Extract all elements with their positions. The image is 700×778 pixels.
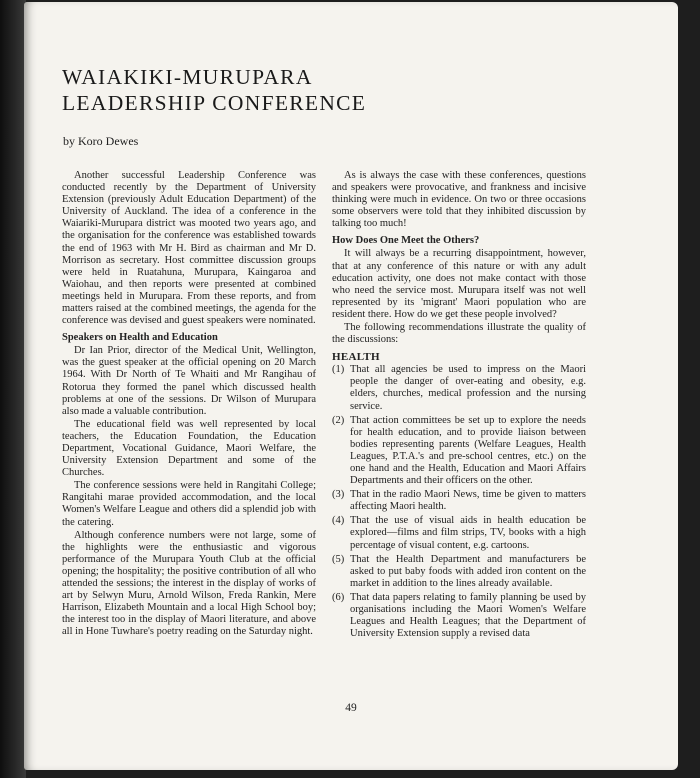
item-text: That the Health Department and manufacturers be asked to put baby foods with added iron content on the market in addition to the lines already available. (350, 553, 586, 589)
paragraph: It will always be a recurring disappointment, however, that at any conference of this nature or with any adult education activity, one does not make contact with those who need the service most. Murupara itself was not well represented by its 'migrant' Maori population who are resident there. How do we get these people involved? (332, 248, 586, 320)
paragraph: As is always the case with these conferences, questions and speakers were provocative, and frankness and incisive thinking were much in evidence. On two or three occasions some observers were told that they inhibited discussion by talking too much! (332, 170, 586, 230)
book-binding-shadow (0, 0, 26, 778)
recommendation-item (332, 415, 586, 488)
document-page (24, 2, 678, 770)
recommendation-item (332, 364, 586, 412)
article-title-line-2: LEADERSHIP CONFERENCE (62, 91, 367, 115)
item-number: (5) (332, 553, 345, 565)
item-number: (2) (332, 414, 345, 426)
article-title-line-1: WAIAKIKI-MURUPARA (62, 65, 313, 89)
page-number: 49 (345, 702, 357, 714)
item-number: (6) (332, 591, 345, 603)
item-number: (3) (332, 489, 345, 501)
paragraph: The following recommendations illustrate the quality of the discussions: (332, 322, 586, 346)
recommendation-item (332, 554, 586, 590)
item-number: (1) (332, 364, 345, 376)
section-heading-meet-others: How Does One Meet the Others? (332, 235, 480, 247)
recommendation-item (332, 592, 586, 640)
recommendation-item (332, 489, 586, 513)
item-text: That the use of visual aids in health education be explored—films and film strips, TV, books with a high percentage of visual content, e.g. cartoons. (350, 515, 586, 551)
item-text: That all agencies be used to impress on the Maori people the danger of over-eating and obesity, e.g. elders, churches, medical profession and the nursing service. (350, 364, 586, 412)
item-text: That in the radio Maori News, time be given to matters affecting Maori health. (350, 489, 586, 513)
paragraph: The conference sessions were held in Rangitahi College; Rangitahi marae provided accommodation, and the local Women's Welfare League and others did a splendid job with the catering. (62, 480, 316, 528)
right-column (332, 170, 586, 642)
article-byline: by Koro Dewes (63, 134, 139, 148)
paragraph: The educational field was well represented by local teachers, the Education Foundation, the Education Department, Vocational Guidance, Maori Welfare, the University Extension Department and some of the Churches. (62, 418, 316, 479)
article-title (62, 64, 366, 116)
item-number: (4) (332, 515, 345, 527)
recommendation-item (332, 515, 586, 551)
left-column (62, 170, 316, 639)
item-text: That data papers relating to family planning be used by organisations including the Maori Women's Welfare Leagues and Health Leagues; that the Department of University Extension supply a revised data (350, 591, 586, 640)
item-text: That action committees be set up to explore the needs for health education, and to provide liaison between bodies representing parents (Welfare Leagues, Health Leagues, P.T.A.'s and pre-school centres, etc.) on the one hand and the Health, Education and Maori Affairs Departments and their officers on the other. (350, 414, 586, 487)
recommendations-list (332, 364, 586, 640)
paragraph: Although conference numbers were not large, some of the highlights were the enthusiastic and vigorous performance of the Murupara Youth Club at the official opening; the hospitality; the positive contribution of all who attended the sessions; the interest in the display of works of art by Selwyn Muru, Arnold Wilson, Freda Rankin, Mere Harrison, Elizabeth Mountain and a local High School boy; the interest too in the display of Maori literature, and above all in Hone Tuwhare's poetry reading on the Saturday night. (62, 529, 316, 638)
section-heading-speakers: Speakers on Health and Education (62, 332, 218, 344)
intro-paragraph: Another successful Leadership Conference was conducted recently by the Department of University Extension (previously Adult Education Department) of the University of Auckland. The idea of a conference in the Waiariki-Murupara district was mooted two years ago, and the organisation for the conference was established towards the end of 1963 with Mr H. Bird as chairman and Mr D. Morrison as secretary. Host committee discussion groups were held in Ruatahuna, Murupara, Kaingaroa and Waiohau, and then reports were presented at combined meetings held in Murupara. From these reports, and from matters raised at the combined meetings, the agenda for the conference was devised and guest speakers were nominated. (62, 170, 316, 327)
section-heading-health: HEALTH (332, 351, 380, 364)
paragraph: Dr Ian Prior, director of the Medical Unit, Wellington, was the guest speaker at the official opening on 20 March 1964. With Dr North of Te Whaiti and Mr Rangihau of Rotorua they formed the panel which discussed health problems at one of the sessions. Dr Wilson of Murupara also made a valuable contribution. (62, 345, 316, 417)
